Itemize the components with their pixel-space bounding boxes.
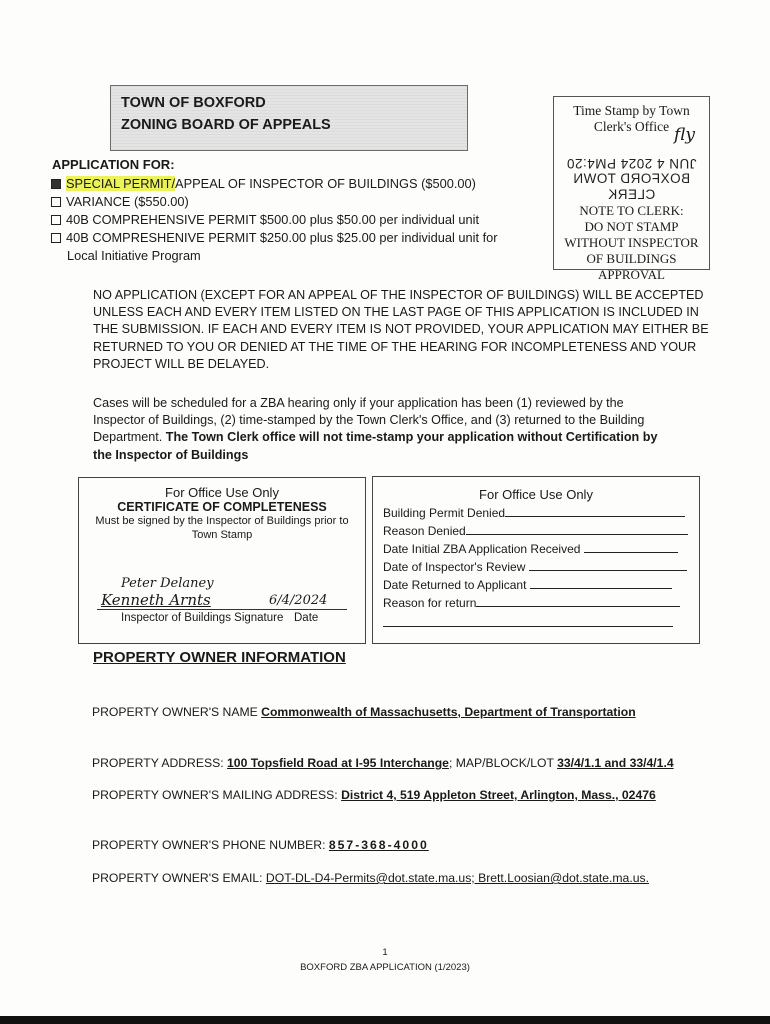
note-line1: NOTE TO CLERK: <box>579 203 684 218</box>
form-name: BOXFORD ZBA APPLICATION (1/2023) <box>300 962 470 973</box>
note-line3: WITHOUT INSPECTOR <box>564 235 699 250</box>
owner-phone-value[interactable]: 857-368-4000 <box>328 838 429 852</box>
map-block-lot-value[interactable]: 33/4/1.1 and 33/4/1.4 <box>557 756 674 770</box>
option-40b-comprehensive[interactable]: 40B COMPREHENSIVE PERMIT $500.00 plus $50.00 per individual unit <box>51 211 498 229</box>
application-heading: APPLICATION FOR: <box>52 157 175 172</box>
owner-name-row: PROPERTY OWNER'S NAME Commonwealth of Massachusetts, Department of Transportation <box>92 705 636 719</box>
owner-phone-row: PROPERTY OWNER'S PHONE NUMBER: 857-368-4000 <box>92 838 429 852</box>
office-use-title: For Office Use Only <box>479 487 593 502</box>
highlighted-text: SPECIAL PERMIT/ <box>66 176 176 191</box>
cases-paragraph: Cases will be scheduled for a ZBA hearing only if your application has been (1) reviewed by the Inspector of Buildings, (2) time-stamped by the Town Clerk's Office, and (3) returned to the Building Department. The Town Clerk office will not time-stamp your application without Certification by the Inspector of Buildings <box>93 396 658 462</box>
application-options <box>51 175 498 265</box>
signature-label: Inspector of Buildings Signature <box>121 612 284 624</box>
field-date-returned[interactable]: Date Returned to Applicant <box>383 576 699 594</box>
board-name: ZONING BOARD OF APPEALS <box>121 117 331 133</box>
option-special-permit[interactable]: SPECIAL PERMIT/APPEAL OF INSPECTOR OF BUILDINGS ($500.00) <box>51 175 498 193</box>
owner-address-row: PROPERTY ADDRESS: 100 Topsfield Road at I-95 Interchange; MAP/BLOCK/LOT 33/4/1.1 and 33/4/1.4 <box>92 756 674 770</box>
option-variance[interactable]: VARIANCE ($550.00) <box>51 193 498 211</box>
field-reason-for-return[interactable]: Reason for return <box>383 594 699 612</box>
owner-section-title: PROPERTY OWNER INFORMATION <box>93 649 346 666</box>
notice-paragraph: NO APPLICATION (EXCEPT FOR AN APPEAL OF THE INSPECTOR OF BUILDINGS) WILL BE ACCEPTED UNLESS EACH AND EVERY ITEM LISTED ON THE LAST PAGE OF THIS APPLICATION IS INCLUDED IN THE SUBMISSION. IF EACH AND EVERY ITEM IS NOT PROVIDED, YOUR APPLICATION MAY EITHER BE RETURNED TO YOU OR DENIED AT THE TIME OF THE HEARING FOR INCOMPLETENESS AND YOUR PROJECT WILL BE DELAYED. <box>93 288 709 371</box>
owner-email-value[interactable]: DOT-DL-D4-Permits@dot.state.ma.us; Brett.Loosian@dot.state.ma.us. <box>265 871 649 885</box>
extra-line <box>383 626 673 627</box>
field-date-initial-received[interactable]: Date Initial ZBA Application Received <box>383 540 699 558</box>
office-use-denial-box <box>372 476 700 644</box>
owner-name-value[interactable]: Commonwealth of Massachusetts, Department of Transportation <box>261 705 636 719</box>
field-date-inspector-review[interactable]: Date of Inspector's Review <box>383 558 699 576</box>
note-line2: DO NOT STAMP <box>584 219 679 234</box>
checkbox[interactable] <box>51 233 61 243</box>
option-continuation: Local Initiative Program <box>67 248 201 263</box>
office-use-certificate-box <box>78 477 366 644</box>
field-building-permit-denied[interactable]: Building Permit Denied <box>383 504 699 522</box>
clerk-stamp: BOXFORD TOWN CLERK <box>572 171 691 202</box>
time-stamp-box <box>553 96 710 282</box>
page-number: 1 <box>382 947 388 958</box>
office-use-title: For Office Use Only <box>165 485 279 500</box>
denial-fields <box>373 504 699 627</box>
clerk-initials: fly <box>674 125 695 145</box>
owner-mailing-row: PROPERTY OWNER'S MAILING ADDRESS: District 4, 519 Appleton Street, Arlington, Mass., 02476 <box>92 788 656 802</box>
note-line5: APPROVAL <box>598 267 665 282</box>
date-stamp: JUN 4 2024 PM4:20 <box>566 156 697 171</box>
note-line4: OF BUILDINGS <box>586 251 677 266</box>
town-name: TOWN OF BOXFORD <box>121 95 266 111</box>
owner-mailing-value[interactable]: District 4, 519 Appleton Street, Arlington, Mass., 02476 <box>341 788 656 802</box>
certificate-note: Must be signed by the Inspector of Buildings prior to Town Stamp <box>95 515 349 541</box>
date-label: Date <box>294 612 319 624</box>
stamp-title-line1: Time Stamp by Town <box>573 103 690 118</box>
printed-name: Peter Delaney <box>121 576 214 591</box>
scan-edge <box>0 1016 770 1024</box>
owner-email-row: PROPERTY OWNER'S EMAIL: DOT-DL-D4-Permits@dot.state.ma.us; Brett.Loosian@dot.state.ma.us. <box>92 871 649 885</box>
checkbox[interactable] <box>51 197 61 207</box>
checked-checkbox[interactable] <box>51 179 61 189</box>
stamp-title-line2: Clerk's Office <box>593 119 670 134</box>
checkbox[interactable] <box>51 215 61 225</box>
inspector-signature: Kenneth Arnts <box>101 591 211 609</box>
signature-line <box>97 609 347 610</box>
option-40b-local-initiative[interactable]: 40B COMPRESHENIVE PERMIT $250.00 plus $25.00 per individual unit for <box>51 229 498 247</box>
owner-address-value[interactable]: 100 Topsfield Road at I-95 Interchange <box>227 756 449 770</box>
certificate-title: CERTIFICATE OF COMPLETENESS <box>117 500 327 514</box>
signed-date: 6/4/2024 <box>269 593 328 608</box>
header-box <box>110 85 468 151</box>
field-reason-denied[interactable]: Reason Denied <box>383 522 699 540</box>
